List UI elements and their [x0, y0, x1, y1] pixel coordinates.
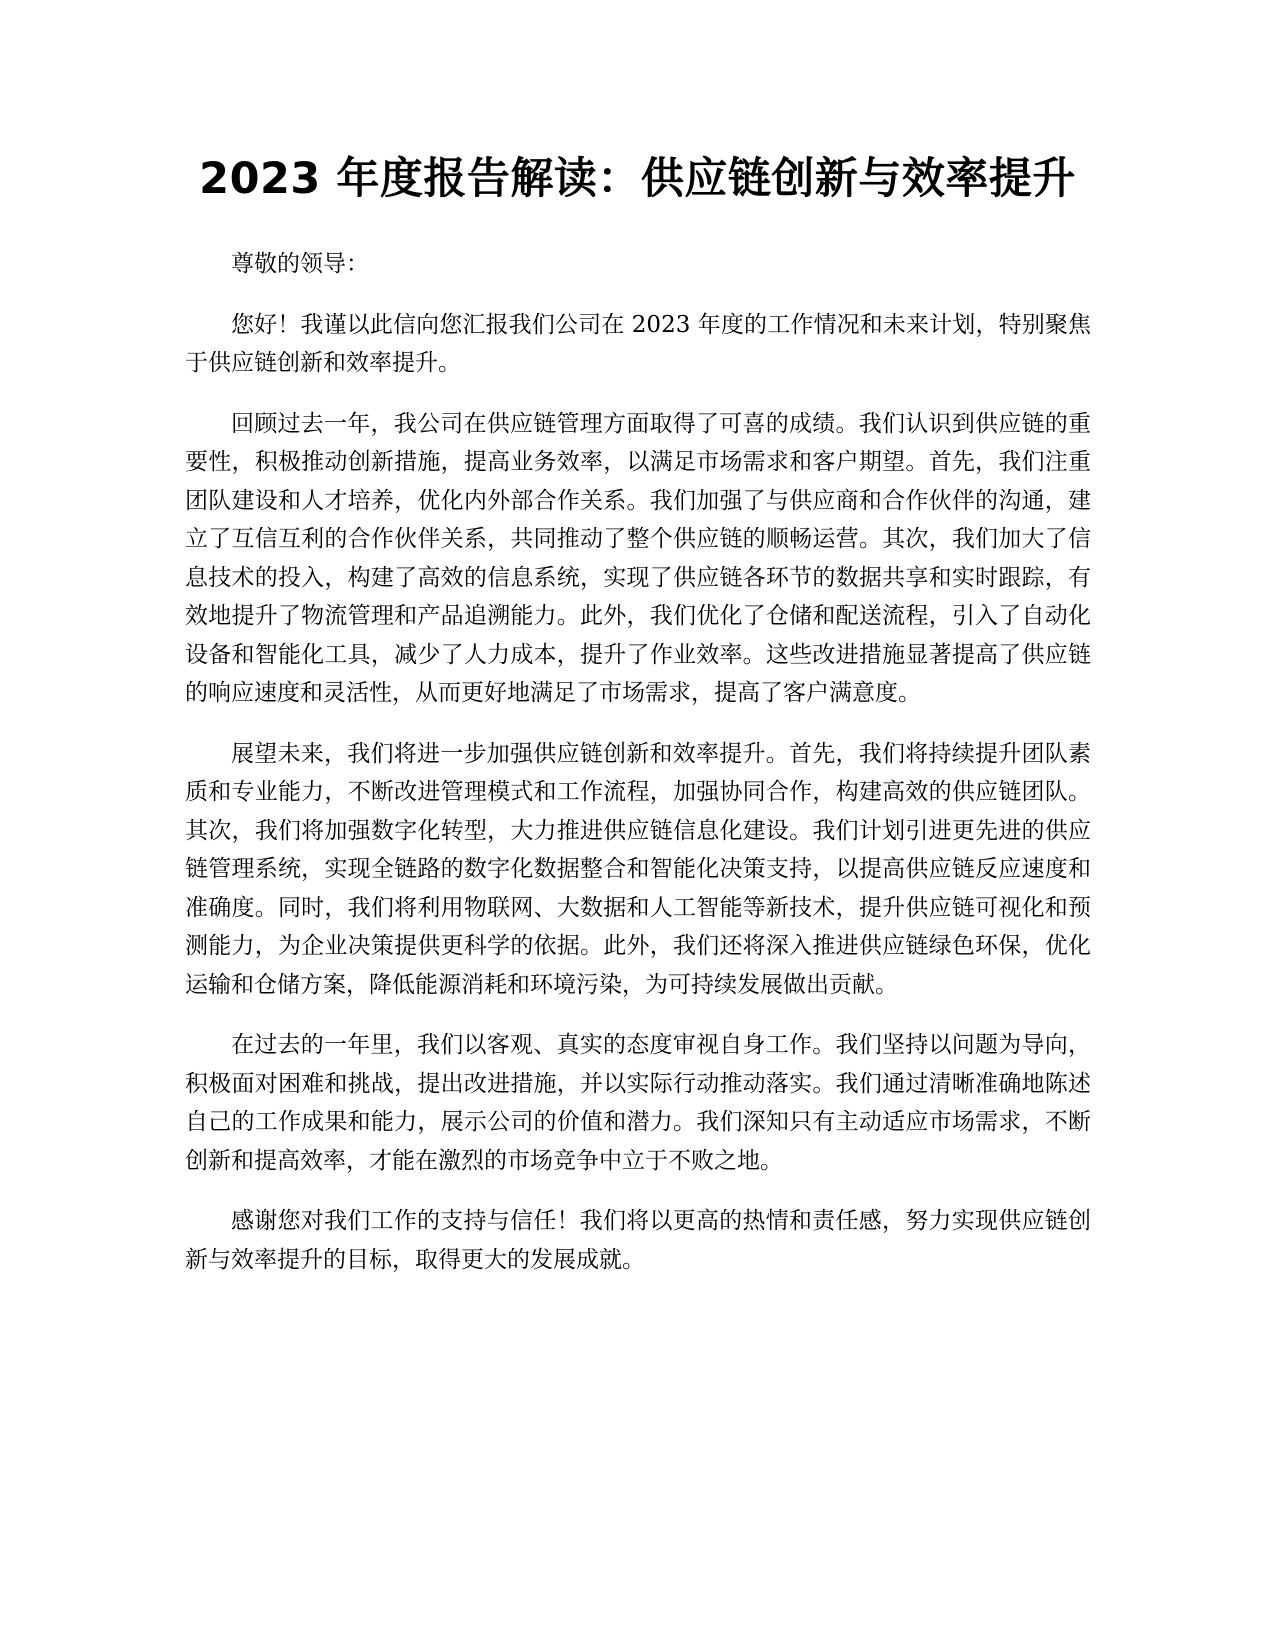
paragraph-closing: 感谢您对我们工作的支持与信任！我们将以更高的热情和责任感，努力实现供应链创新与效率提升的目标，取得更大的发展成就。	[185, 1208, 1091, 1273]
document-title: 2023 年度报告解读：供应链创新与效率提升	[199, 154, 1076, 204]
letter-body	[185, 245, 1091, 1301]
paragraph-outlook: 展望未来，我们将进一步加强供应链创新和效率提升。首先，我们将持续提升团队素质和专业能力，不断改进管理模式和工作流程，加强协同合作，构建高效的供应链团队。其次，我们将加强数字化转型，大力推进供应链信息化建设。我们计划引进更先进的供应链管理系统，实现全链路的数字化数据整合和智能化决策支持，以提高供应链反应速度和准确度。同时，我们将利用物联网、大数据和人工智能等新技术，提升供应链可视化和预测能力，为企业决策提供更科学的依据。此外，我们还将深入推进供应链绿色环保，优化运输和仓储方案，降低能源消耗和环境污染，为可持续发展做出贡献。	[185, 740, 1091, 998]
paragraph-self-assessment: 在过去的一年里，我们以客观、真实的态度审视自身工作。我们坚持以问题为导向，积极面对困难和挑战，提出改进措施，并以实际行动推动落实。我们通过清晰准确地陈述自己的工作成果和能力，展示公司的价值和潜力。我们深知只有主动适应市场需求，不断创新和提高效率，才能在激烈的市场竞争中立于不败之地。	[185, 1032, 1091, 1174]
paragraph-greeting: 您好！我谨以此信向您汇报我们公司在 2023 年度的工作情况和未来计划，特别聚焦于供应链创新和效率提升。	[185, 311, 1091, 376]
paragraph-review: 回顾过去一年，我公司在供应链管理方面取得了可喜的成绩。我们认识到供应链的重要性，积极推动创新措施，提高业务效率，以满足市场需求和客户期望。首先，我们注重团队建设和人才培养，优化内外部合作关系。我们加强了与供应商和合作伙伴的沟通，建立了互信互利的合作伙伴关系，共同推动了整个供应链的顺畅运营。其次，我们加大了信息技术的投入，构建了高效的信息系统，实现了供应链各环节的数据共享和实时跟踪，有效地提升了物流管理和产品追溯能力。此外，我们优化了仓储和配送流程，引入了自动化设备和智能化工具，减少了人力成本，提升了作业效率。这些改进措施显著提高了供应链的响应速度和灵活性，从而更好地满足了市场需求，提高了客户满意度。	[185, 410, 1091, 706]
salutation: 尊敬的领导：	[231, 251, 369, 277]
